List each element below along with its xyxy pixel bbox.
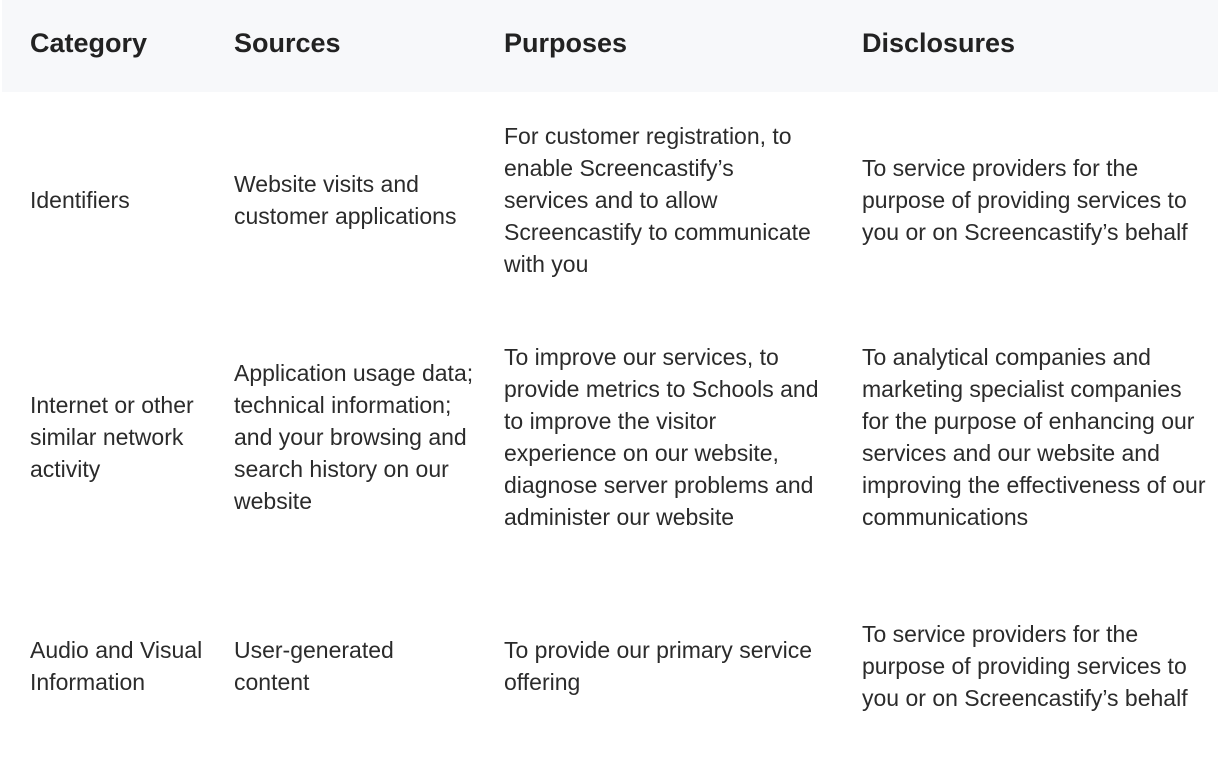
cell-purposes (504, 567, 824, 764)
cell-purposes-text: To provide our primary service offering (504, 636, 813, 695)
header-disclosures: Disclosures (862, 28, 1016, 58)
cell-disclosures-text: To service providers for the purpose of providing services to you or on Screencastify’s behalf (862, 154, 1188, 245)
cell-sources (234, 92, 474, 307)
cell-category-text: Audio and Visual Information (30, 636, 203, 695)
cell-purposes (504, 307, 824, 567)
cell-category (30, 92, 210, 307)
cell-sources (234, 567, 474, 764)
table-header (2, 0, 1218, 92)
cell-purposes-text: For customer registration, to enable Screencastify’s services and to allow Screencastify to communicate with you (504, 122, 811, 277)
cell-category-text: Internet or other similar network activity (30, 392, 194, 482)
data-table (2, 0, 1218, 764)
cell-category (30, 567, 210, 764)
cell-disclosures (862, 307, 1207, 567)
header-category: Category (30, 28, 148, 58)
cell-disclosures-text: To service providers for the purpose of providing services to you or on Screencastify’s behalf (862, 620, 1188, 711)
table-row (2, 567, 1218, 764)
header-sources: Sources (234, 28, 341, 58)
table-row (2, 92, 1218, 307)
cell-disclosures (862, 567, 1207, 764)
cell-sources-text: Application usage data; technical information; and your browsing and search history on our website (234, 360, 474, 514)
cell-disclosures-text: To analytical companies and marketing specialist companies for the purpose of enhancing our services and our website and improving the effectiveness of our communications (862, 344, 1206, 530)
header-purposes: Purposes (504, 28, 628, 58)
cell-disclosures (862, 92, 1207, 307)
cell-purposes (504, 92, 824, 307)
cell-sources-text: User-generated content (234, 636, 394, 695)
table-row (2, 307, 1218, 567)
cell-category (30, 307, 210, 567)
cell-category-text: Identifiers (30, 186, 130, 213)
cell-purposes-text: To improve our services, to provide metrics to Schools and to improve the visitor experience on our website, diagnose server problems and administer our website (504, 344, 819, 530)
cell-sources-text: Website visits and customer applications (234, 170, 457, 229)
cell-sources (234, 307, 474, 567)
